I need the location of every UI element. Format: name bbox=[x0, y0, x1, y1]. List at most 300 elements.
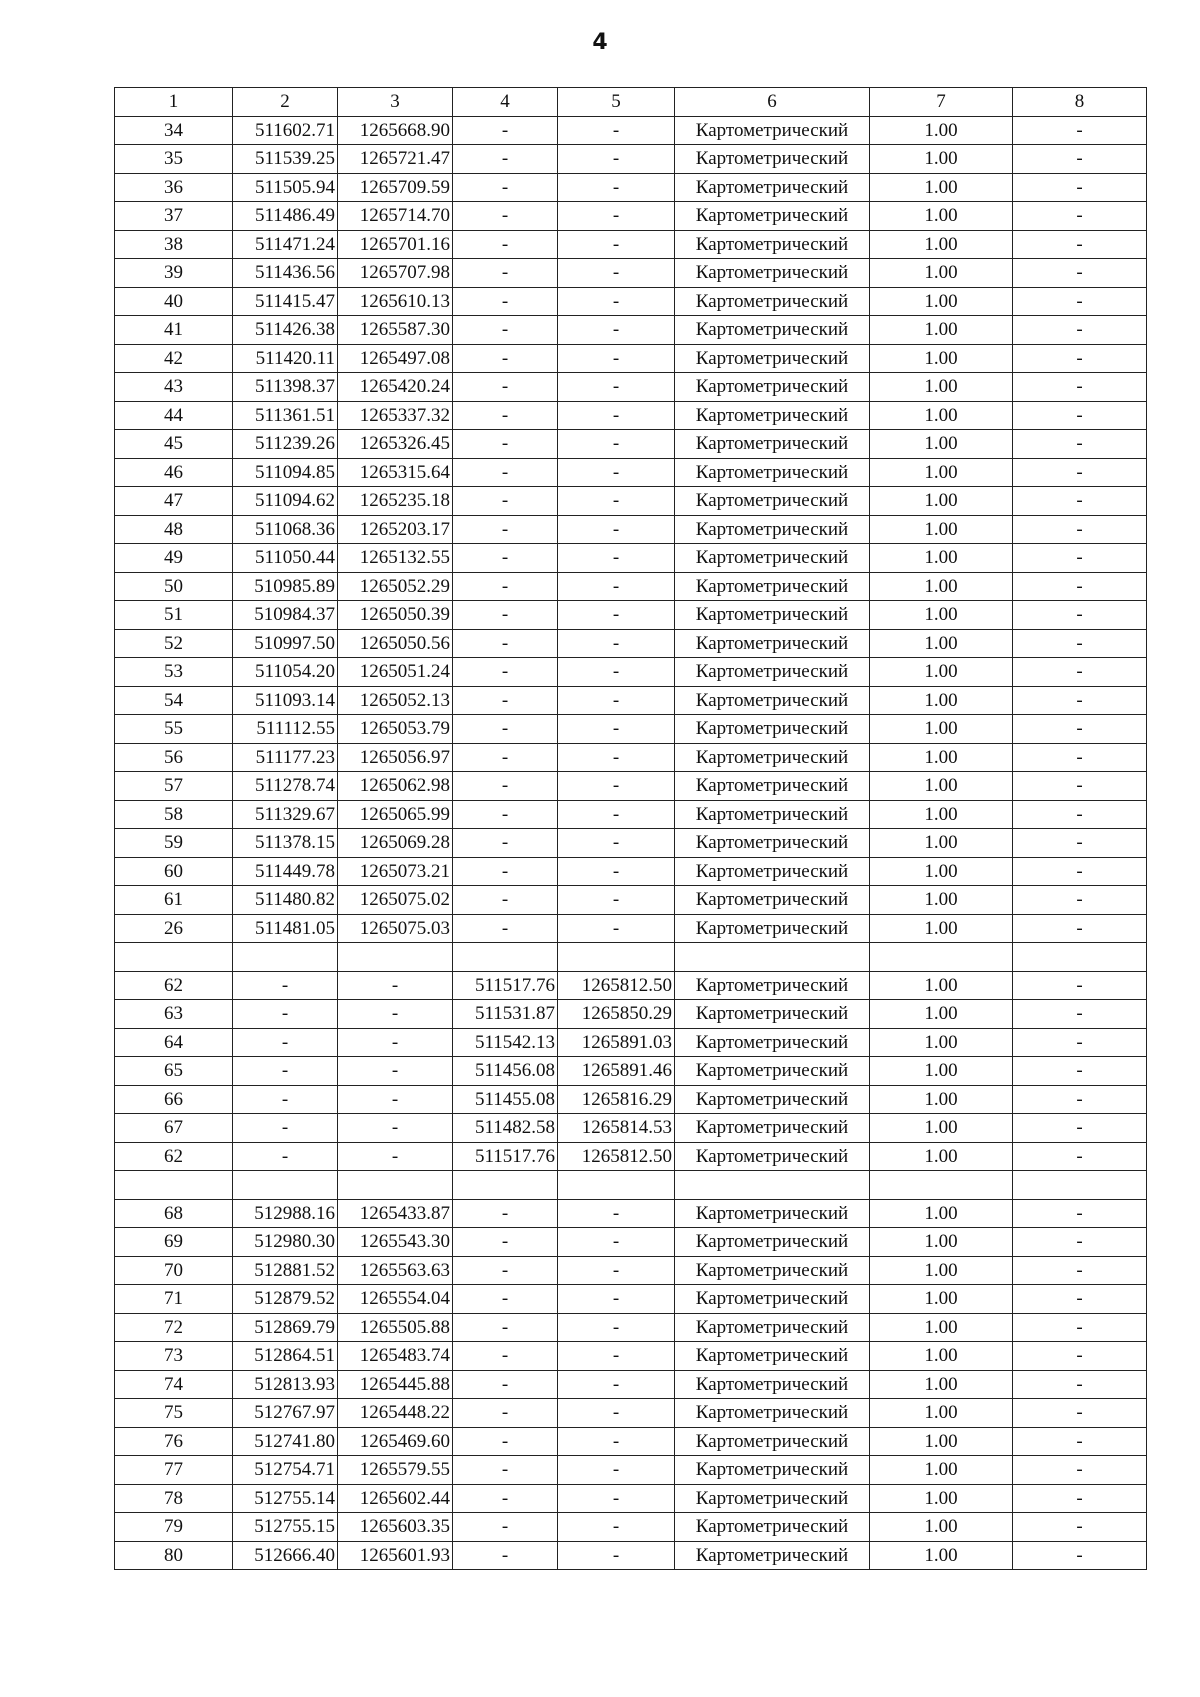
table-row bbox=[115, 1057, 1147, 1086]
x-coordinate-cell: 511094.85 bbox=[233, 458, 338, 487]
x2-coordinate-cell: - bbox=[453, 1256, 558, 1285]
y2-coordinate-cell: - bbox=[558, 287, 675, 316]
note-cell: - bbox=[1013, 1342, 1147, 1371]
y2-coordinate-cell: - bbox=[558, 515, 675, 544]
note-cell: - bbox=[1013, 1114, 1147, 1143]
y2-coordinate-cell: - bbox=[558, 800, 675, 829]
method-cell: Картометрический bbox=[675, 601, 870, 630]
point-number-cell: 55 bbox=[115, 715, 233, 744]
table-row bbox=[115, 116, 1147, 145]
table-row bbox=[115, 1484, 1147, 1513]
y2-coordinate-cell: - bbox=[558, 658, 675, 687]
y-coordinate-cell: 1265326.45 bbox=[338, 430, 453, 459]
method-cell: Картометрический bbox=[675, 572, 870, 601]
table-row bbox=[115, 971, 1147, 1000]
x-coordinate-cell: 512813.93 bbox=[233, 1370, 338, 1399]
y2-coordinate-cell: - bbox=[558, 1484, 675, 1513]
y-coordinate-cell: 1265075.03 bbox=[338, 914, 453, 943]
method-cell: Картометрический bbox=[675, 1484, 870, 1513]
y2-coordinate-cell: - bbox=[558, 857, 675, 886]
x-coordinate-cell: 511481.05 bbox=[233, 914, 338, 943]
x2-coordinate-cell: - bbox=[453, 1399, 558, 1428]
x2-coordinate-cell: - bbox=[453, 373, 558, 402]
x2-coordinate-cell: - bbox=[453, 743, 558, 772]
y2-coordinate-cell: - bbox=[558, 430, 675, 459]
x-coordinate-cell: - bbox=[233, 1085, 338, 1114]
table-row bbox=[115, 1028, 1147, 1057]
point-number-cell: 53 bbox=[115, 658, 233, 687]
note-cell: - bbox=[1013, 857, 1147, 886]
x2-coordinate-cell: - bbox=[453, 1513, 558, 1542]
y2-coordinate-cell: 1265814.53 bbox=[558, 1114, 675, 1143]
y-coordinate-cell: - bbox=[338, 1028, 453, 1057]
table-row bbox=[115, 800, 1147, 829]
x2-coordinate-cell: - bbox=[453, 886, 558, 915]
x-coordinate-cell: 511415.47 bbox=[233, 287, 338, 316]
point-number-cell: 64 bbox=[115, 1028, 233, 1057]
y2-coordinate-cell: - bbox=[558, 914, 675, 943]
method-cell: Картометрический bbox=[675, 458, 870, 487]
table-row bbox=[115, 829, 1147, 858]
precision-cell: 1.00 bbox=[870, 230, 1013, 259]
y-coordinate-cell: 1265065.99 bbox=[338, 800, 453, 829]
x2-coordinate-cell: - bbox=[453, 344, 558, 373]
x-coordinate-cell: 512864.51 bbox=[233, 1342, 338, 1371]
point-number-cell: 70 bbox=[115, 1256, 233, 1285]
x2-coordinate-cell: - bbox=[453, 173, 558, 202]
header-row bbox=[115, 88, 1147, 117]
point-number-cell: 63 bbox=[115, 1000, 233, 1029]
note-cell: - bbox=[1013, 886, 1147, 915]
x2-coordinate-cell: - bbox=[453, 629, 558, 658]
x-coordinate-cell: 511420.11 bbox=[233, 344, 338, 373]
y-coordinate-cell: 1265420.24 bbox=[338, 373, 453, 402]
y-coordinate-cell: - bbox=[338, 971, 453, 1000]
table-row bbox=[115, 943, 1147, 972]
method-cell: Картометрический bbox=[675, 1427, 870, 1456]
method-cell: Картометрический bbox=[675, 1228, 870, 1257]
method-cell: Картометрический bbox=[675, 1313, 870, 1342]
y2-coordinate-cell: 1265850.29 bbox=[558, 1000, 675, 1029]
table-row bbox=[115, 886, 1147, 915]
precision-cell: 1.00 bbox=[870, 116, 1013, 145]
table-row bbox=[115, 316, 1147, 345]
method-cell: Картометрический bbox=[675, 1399, 870, 1428]
y-coordinate-cell: 1265714.70 bbox=[338, 202, 453, 231]
method-cell: Картометрический bbox=[675, 914, 870, 943]
table-row bbox=[115, 1142, 1147, 1171]
precision-cell: 1.00 bbox=[870, 829, 1013, 858]
point-number-cell: 42 bbox=[115, 344, 233, 373]
x-coordinate-cell: 511093.14 bbox=[233, 686, 338, 715]
precision-cell: 1.00 bbox=[870, 857, 1013, 886]
x2-coordinate-cell: - bbox=[453, 430, 558, 459]
y-coordinate-cell: 1265448.22 bbox=[338, 1399, 453, 1428]
y2-coordinate-cell: - bbox=[558, 1342, 675, 1371]
x-coordinate-cell: 510997.50 bbox=[233, 629, 338, 658]
y-coordinate-cell bbox=[338, 1171, 453, 1200]
y2-coordinate-cell: - bbox=[558, 544, 675, 573]
point-number-cell bbox=[115, 1171, 233, 1200]
y-coordinate-cell: 1265052.29 bbox=[338, 572, 453, 601]
precision-cell: 1.00 bbox=[870, 1313, 1013, 1342]
x-coordinate-cell: 511239.26 bbox=[233, 430, 338, 459]
method-cell: Картометрический bbox=[675, 230, 870, 259]
precision-cell bbox=[870, 943, 1013, 972]
x-coordinate-cell: 511480.82 bbox=[233, 886, 338, 915]
column-header-1: 1 bbox=[115, 88, 233, 117]
precision-cell: 1.00 bbox=[870, 1456, 1013, 1485]
x-coordinate-cell: 511361.51 bbox=[233, 401, 338, 430]
x-coordinate-cell: 512755.14 bbox=[233, 1484, 338, 1513]
note-cell: - bbox=[1013, 202, 1147, 231]
y2-coordinate-cell: - bbox=[558, 1541, 675, 1570]
note-cell: - bbox=[1013, 1456, 1147, 1485]
y-coordinate-cell: - bbox=[338, 1114, 453, 1143]
y-coordinate-cell: - bbox=[338, 1057, 453, 1086]
precision-cell: 1.00 bbox=[870, 572, 1013, 601]
note-cell: - bbox=[1013, 658, 1147, 687]
y2-coordinate-cell: - bbox=[558, 1228, 675, 1257]
method-cell: Картометрический bbox=[675, 544, 870, 573]
x2-coordinate-cell: - bbox=[453, 857, 558, 886]
y2-coordinate-cell: - bbox=[558, 1285, 675, 1314]
method-cell: Картометрический bbox=[675, 1057, 870, 1086]
note-cell: - bbox=[1013, 1370, 1147, 1399]
precision-cell: 1.00 bbox=[870, 971, 1013, 1000]
table-row bbox=[115, 715, 1147, 744]
method-cell: Картометрический bbox=[675, 658, 870, 687]
precision-cell: 1.00 bbox=[870, 1085, 1013, 1114]
note-cell: - bbox=[1013, 715, 1147, 744]
y-coordinate-cell: 1265721.47 bbox=[338, 145, 453, 174]
precision-cell: 1.00 bbox=[870, 629, 1013, 658]
table-row bbox=[115, 1171, 1147, 1200]
x2-coordinate-cell: - bbox=[453, 487, 558, 516]
x-coordinate-cell: - bbox=[233, 1114, 338, 1143]
x-coordinate-cell: 511426.38 bbox=[233, 316, 338, 345]
x2-coordinate-cell: - bbox=[453, 116, 558, 145]
point-number-cell: 65 bbox=[115, 1057, 233, 1086]
x-coordinate-cell: 512980.30 bbox=[233, 1228, 338, 1257]
precision-cell: 1.00 bbox=[870, 430, 1013, 459]
y2-coordinate-cell: - bbox=[558, 1513, 675, 1542]
point-number-cell: 51 bbox=[115, 601, 233, 630]
note-cell: - bbox=[1013, 1541, 1147, 1570]
method-cell: Картометрический bbox=[675, 1114, 870, 1143]
y-coordinate-cell: - bbox=[338, 1142, 453, 1171]
note-cell: - bbox=[1013, 259, 1147, 288]
y2-coordinate-cell: - bbox=[558, 1199, 675, 1228]
point-number-cell: 58 bbox=[115, 800, 233, 829]
note-cell bbox=[1013, 943, 1147, 972]
x2-coordinate-cell: - bbox=[453, 601, 558, 630]
method-cell: Картометрический bbox=[675, 743, 870, 772]
y-coordinate-cell: 1265235.18 bbox=[338, 487, 453, 516]
x-coordinate-cell: 512881.52 bbox=[233, 1256, 338, 1285]
table-row bbox=[115, 544, 1147, 573]
y2-coordinate-cell bbox=[558, 1171, 675, 1200]
note-cell: - bbox=[1013, 914, 1147, 943]
x-coordinate-cell: 511436.56 bbox=[233, 259, 338, 288]
point-number-cell: 74 bbox=[115, 1370, 233, 1399]
x2-coordinate-cell: 511531.87 bbox=[453, 1000, 558, 1029]
method-cell: Картометрический bbox=[675, 1028, 870, 1057]
method-cell: Картометрический bbox=[675, 686, 870, 715]
x-coordinate-cell: - bbox=[233, 1142, 338, 1171]
method-cell: Картометрический bbox=[675, 1285, 870, 1314]
point-number-cell: 59 bbox=[115, 829, 233, 858]
point-number-cell: 75 bbox=[115, 1399, 233, 1428]
table-row bbox=[115, 914, 1147, 943]
y-coordinate-cell: 1265497.08 bbox=[338, 344, 453, 373]
note-cell: - bbox=[1013, 430, 1147, 459]
precision-cell: 1.00 bbox=[870, 601, 1013, 630]
y-coordinate-cell: 1265433.87 bbox=[338, 1199, 453, 1228]
note-cell: - bbox=[1013, 1228, 1147, 1257]
table-row bbox=[115, 1541, 1147, 1570]
point-number-cell: 35 bbox=[115, 145, 233, 174]
precision-cell: 1.00 bbox=[870, 886, 1013, 915]
y2-coordinate-cell: - bbox=[558, 686, 675, 715]
method-cell: Картометрический bbox=[675, 202, 870, 231]
x2-coordinate-cell: - bbox=[453, 202, 558, 231]
y2-coordinate-cell: - bbox=[558, 1256, 675, 1285]
method-cell: Картометрический bbox=[675, 1085, 870, 1114]
point-number-cell: 66 bbox=[115, 1085, 233, 1114]
point-number-cell: 68 bbox=[115, 1199, 233, 1228]
y-coordinate-cell: 1265052.13 bbox=[338, 686, 453, 715]
x2-coordinate-cell: - bbox=[453, 230, 558, 259]
x2-coordinate-cell: 511456.08 bbox=[453, 1057, 558, 1086]
y-coordinate-cell: 1265050.39 bbox=[338, 601, 453, 630]
y2-coordinate-cell: - bbox=[558, 715, 675, 744]
table-body bbox=[115, 88, 1147, 1570]
column-header-5: 5 bbox=[558, 88, 675, 117]
method-cell: Картометрический bbox=[675, 515, 870, 544]
column-header-3: 3 bbox=[338, 88, 453, 117]
column-header-4: 4 bbox=[453, 88, 558, 117]
y2-coordinate-cell: - bbox=[558, 202, 675, 231]
table-row bbox=[115, 1370, 1147, 1399]
x2-coordinate-cell: - bbox=[453, 715, 558, 744]
x2-coordinate-cell bbox=[453, 943, 558, 972]
x2-coordinate-cell: - bbox=[453, 1484, 558, 1513]
table-row bbox=[115, 743, 1147, 772]
point-number-cell: 69 bbox=[115, 1228, 233, 1257]
y-coordinate-cell: 1265469.60 bbox=[338, 1427, 453, 1456]
table-row bbox=[115, 658, 1147, 687]
y2-coordinate-cell: - bbox=[558, 829, 675, 858]
note-cell: - bbox=[1013, 1199, 1147, 1228]
y-coordinate-cell: 1265337.32 bbox=[338, 401, 453, 430]
precision-cell: 1.00 bbox=[870, 401, 1013, 430]
table-row bbox=[115, 1399, 1147, 1428]
precision-cell: 1.00 bbox=[870, 458, 1013, 487]
point-number-cell: 44 bbox=[115, 401, 233, 430]
point-number-cell: 46 bbox=[115, 458, 233, 487]
table-row bbox=[115, 202, 1147, 231]
y-coordinate-cell: 1265554.04 bbox=[338, 1285, 453, 1314]
y2-coordinate-cell: - bbox=[558, 1370, 675, 1399]
method-cell: Картометрический bbox=[675, 857, 870, 886]
table-row bbox=[115, 515, 1147, 544]
method-cell: Картометрический bbox=[675, 316, 870, 345]
y2-coordinate-cell: - bbox=[558, 743, 675, 772]
note-cell: - bbox=[1013, 686, 1147, 715]
y2-coordinate-cell: 1265891.46 bbox=[558, 1057, 675, 1086]
y-coordinate-cell: 1265483.74 bbox=[338, 1342, 453, 1371]
y-coordinate-cell: 1265709.59 bbox=[338, 173, 453, 202]
note-cell: - bbox=[1013, 287, 1147, 316]
y-coordinate-cell: 1265668.90 bbox=[338, 116, 453, 145]
note-cell bbox=[1013, 1171, 1147, 1200]
y-coordinate-cell: 1265707.98 bbox=[338, 259, 453, 288]
y2-coordinate-cell: 1265812.50 bbox=[558, 1142, 675, 1171]
point-number-cell: 37 bbox=[115, 202, 233, 231]
note-cell: - bbox=[1013, 544, 1147, 573]
x2-coordinate-cell: - bbox=[453, 1427, 558, 1456]
note-cell: - bbox=[1013, 971, 1147, 1000]
point-number-cell: 79 bbox=[115, 1513, 233, 1542]
x2-coordinate-cell: - bbox=[453, 772, 558, 801]
x-coordinate-cell: 512741.80 bbox=[233, 1427, 338, 1456]
point-number-cell: 67 bbox=[115, 1114, 233, 1143]
note-cell: - bbox=[1013, 629, 1147, 658]
method-cell: Картометрический bbox=[675, 287, 870, 316]
x2-coordinate-cell: - bbox=[453, 544, 558, 573]
x2-coordinate-cell: - bbox=[453, 458, 558, 487]
precision-cell: 1.00 bbox=[870, 914, 1013, 943]
y2-coordinate-cell: - bbox=[558, 487, 675, 516]
x-coordinate-cell: 511112.55 bbox=[233, 715, 338, 744]
y2-coordinate-cell: 1265891.03 bbox=[558, 1028, 675, 1057]
y2-coordinate-cell: - bbox=[558, 116, 675, 145]
table-row bbox=[115, 259, 1147, 288]
point-number-cell: 40 bbox=[115, 287, 233, 316]
precision-cell: 1.00 bbox=[870, 316, 1013, 345]
method-cell: Картометрический bbox=[675, 145, 870, 174]
precision-cell: 1.00 bbox=[870, 145, 1013, 174]
y-coordinate-cell: 1265543.30 bbox=[338, 1228, 453, 1257]
note-cell: - bbox=[1013, 800, 1147, 829]
x-coordinate-cell bbox=[233, 1171, 338, 1200]
y2-coordinate-cell: - bbox=[558, 401, 675, 430]
x-coordinate-cell: - bbox=[233, 971, 338, 1000]
y2-coordinate-cell: - bbox=[558, 601, 675, 630]
method-cell: Картометрический bbox=[675, 373, 870, 402]
y-coordinate-cell: 1265563.63 bbox=[338, 1256, 453, 1285]
table-row bbox=[115, 287, 1147, 316]
method-cell bbox=[675, 1171, 870, 1200]
y2-coordinate-cell bbox=[558, 943, 675, 972]
x2-coordinate-cell: - bbox=[453, 800, 558, 829]
method-cell: Картометрический bbox=[675, 1342, 870, 1371]
note-cell: - bbox=[1013, 116, 1147, 145]
point-number-cell: 60 bbox=[115, 857, 233, 886]
point-number-cell: 52 bbox=[115, 629, 233, 658]
precision-cell: 1.00 bbox=[870, 1057, 1013, 1086]
x-coordinate-cell: - bbox=[233, 1000, 338, 1029]
y-coordinate-cell: 1265579.55 bbox=[338, 1456, 453, 1485]
table-row bbox=[115, 686, 1147, 715]
point-number-cell: 41 bbox=[115, 316, 233, 345]
precision-cell: 1.00 bbox=[870, 1028, 1013, 1057]
point-number-cell: 62 bbox=[115, 1142, 233, 1171]
page-number: 4 bbox=[592, 30, 608, 55]
note-cell: - bbox=[1013, 1313, 1147, 1342]
table-row bbox=[115, 1342, 1147, 1371]
note-cell: - bbox=[1013, 487, 1147, 516]
point-number-cell: 45 bbox=[115, 430, 233, 459]
x2-coordinate-cell: 511517.76 bbox=[453, 971, 558, 1000]
table-row bbox=[115, 1427, 1147, 1456]
y-coordinate-cell: 1265051.24 bbox=[338, 658, 453, 687]
note-cell: - bbox=[1013, 1028, 1147, 1057]
note-cell: - bbox=[1013, 316, 1147, 345]
precision-cell: 1.00 bbox=[870, 1399, 1013, 1428]
y-coordinate-cell: 1265587.30 bbox=[338, 316, 453, 345]
x-coordinate-cell: 510984.37 bbox=[233, 601, 338, 630]
table-row bbox=[115, 344, 1147, 373]
table-row bbox=[115, 857, 1147, 886]
note-cell: - bbox=[1013, 1085, 1147, 1114]
point-number-cell: 48 bbox=[115, 515, 233, 544]
point-number-cell: 77 bbox=[115, 1456, 233, 1485]
precision-cell: 1.00 bbox=[870, 772, 1013, 801]
x-coordinate-cell: - bbox=[233, 1028, 338, 1057]
point-number-cell: 80 bbox=[115, 1541, 233, 1570]
column-header-6: 6 bbox=[675, 88, 870, 117]
method-cell: Картометрический bbox=[675, 829, 870, 858]
x-coordinate-cell bbox=[233, 943, 338, 972]
method-cell: Картометрический bbox=[675, 971, 870, 1000]
x-coordinate-cell: 512767.97 bbox=[233, 1399, 338, 1428]
point-number-cell: 54 bbox=[115, 686, 233, 715]
x2-coordinate-cell: - bbox=[453, 1456, 558, 1485]
note-cell: - bbox=[1013, 572, 1147, 601]
point-number-cell: 73 bbox=[115, 1342, 233, 1371]
table-row bbox=[115, 629, 1147, 658]
precision-cell: 1.00 bbox=[870, 1541, 1013, 1570]
precision-cell: 1.00 bbox=[870, 1484, 1013, 1513]
point-number-cell: 61 bbox=[115, 886, 233, 915]
point-number-cell: 72 bbox=[115, 1313, 233, 1342]
point-number-cell: 36 bbox=[115, 173, 233, 202]
table-row bbox=[115, 1114, 1147, 1143]
point-number-cell: 34 bbox=[115, 116, 233, 145]
point-number-cell: 26 bbox=[115, 914, 233, 943]
x-coordinate-cell: 512754.71 bbox=[233, 1456, 338, 1485]
x2-coordinate-cell: 511542.13 bbox=[453, 1028, 558, 1057]
x-coordinate-cell: 511471.24 bbox=[233, 230, 338, 259]
y2-coordinate-cell: - bbox=[558, 458, 675, 487]
x-coordinate-cell: 511068.36 bbox=[233, 515, 338, 544]
y-coordinate-cell: 1265132.55 bbox=[338, 544, 453, 573]
y2-coordinate-cell: - bbox=[558, 886, 675, 915]
x-coordinate-cell: 511486.49 bbox=[233, 202, 338, 231]
table-row bbox=[115, 572, 1147, 601]
precision-cell: 1.00 bbox=[870, 544, 1013, 573]
y-coordinate-cell: 1265610.13 bbox=[338, 287, 453, 316]
y2-coordinate-cell: 1265812.50 bbox=[558, 971, 675, 1000]
note-cell: - bbox=[1013, 743, 1147, 772]
method-cell: Картометрический bbox=[675, 1541, 870, 1570]
method-cell: Картометрический bbox=[675, 1199, 870, 1228]
y-coordinate-cell: 1265075.02 bbox=[338, 886, 453, 915]
method-cell bbox=[675, 943, 870, 972]
x-coordinate-cell: 511378.15 bbox=[233, 829, 338, 858]
